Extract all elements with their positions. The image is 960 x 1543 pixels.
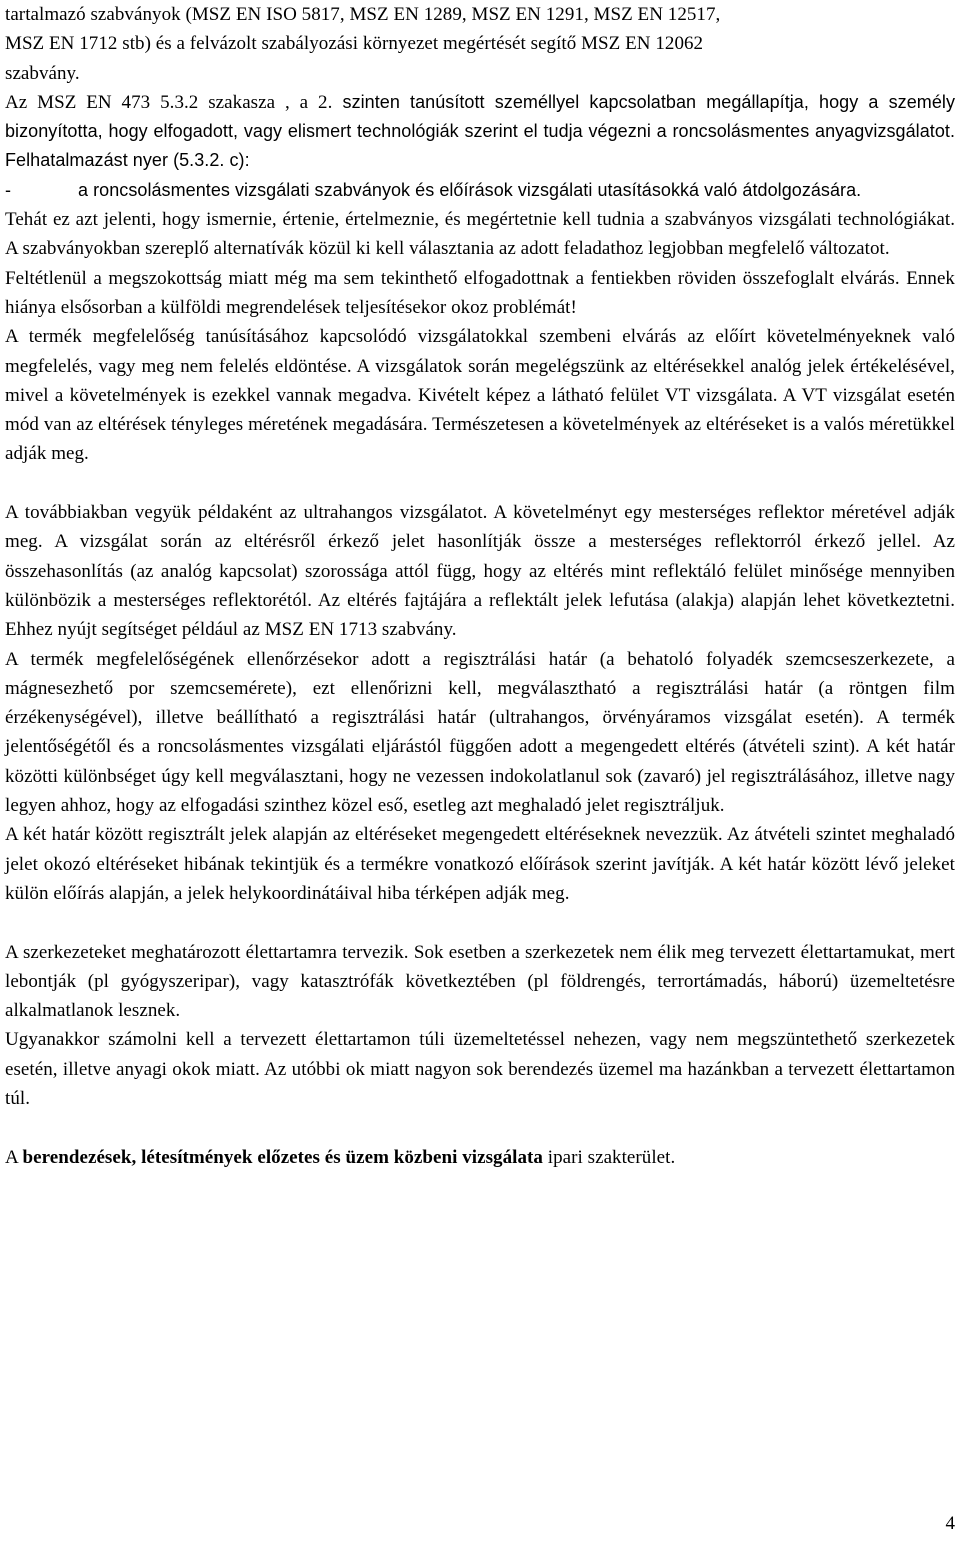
paragraph-closing [5,1143,955,1172]
text-run: Az MSZ EN 473 5.3.2 szakasza , a 2. [5,91,333,113]
text-run: szinten tanúsított személlyel kapcsolatban megállapítja, hogy a személy bizonyította, hogy elfogadott, vagy elismert technológiák szerint el tudja végezni a roncsolásmentes anyagvizsgálatot. Felhatalmazást nyer (5.3.2. c): [5,91,955,171]
paragraph-gap [5,908,955,937]
text-run: ipari szakterület. [542,1146,676,1168]
text-run: A [5,1146,23,1168]
bullet-dash: - [5,179,12,200]
paragraph: A két határ között regisztrált jelek alapján az eltéréseket megengedett eltéréseknek nevezzük. Az átvételi szintet meghaladó jelet okozó eltéréseket hibának tekintjük és a termékre vonatkozó előírások szerint javítják. A két határ között lévő jeleket külön előírás alapján, a jelek helykoordinátáival hiba térképen adják meg. [5,824,955,904]
bullet-item [5,176,955,205]
paragraph-standards-intro [5,0,955,88]
bold-phrase: berendezések, létesítmények előzetes és üzem közbeni vizsgálata [22,1146,543,1168]
paragraph: Ugyanakkor számolni kell a tervezett élettartamon túli üzemeltetéssel nehezen, vagy nem megszüntethető szerkezetek esetén, illetve anyagi okok miatt. Az utóbbi ok miatt nagyon sok berendezés üzemel ma hazánkban a tervezett élettartamon túl. [5,1029,955,1109]
text-line: MSZ EN 1712 stb) és a felvázolt szabályozási környezet megértését segítő MSZ EN 12062 [5,33,704,55]
paragraph-gap [5,469,955,498]
paragraph: Tehát ez azt jelenti, hogy ismernie, értenie, értelmeznie, és megértetnie kell tudnia a szabványos vizsgálati technológiákat. A szabványokban szereplő alternatívák közül ki kell választania az adott feladathoz legjobban megfelelő változatot. [5,209,955,260]
paragraph-gap [5,1113,955,1142]
paragraph: A szerkezeteket meghatározott élettartamra tervezik. Sok esetben a szerkezetek nem élik meg tervezett élettartamukat, mert lebontják (pl gyógyszeripar), vagy katasztrófák következtében (pl földrengés, terrortámadás, háború) üzemeltetésre alkalmatlanok lesznek. [5,941,955,1022]
paragraph-msz-en-473 [5,88,955,176]
paragraph: A továbbiakban vegyük példaként az ultrahangos vizsgálatot. A követelményt egy mesterséges reflektor méretével adják meg. A vizsgálat során az eltérésről érkező jelet hasonlítják össze a mesterséges reflektorról érkező jellel. Az összehasonlítás (az analóg kapcsolat) szorossága attól függ, hogy az eltérés mint reflektáló felület minősége mennyiben különbözik a mesterséges reflektorétól. Az eltérés fajtájára a reflektált jelek lefutása (alakja) alapján lehet következtetni. Ehhez nyújt segítséget például az MSZ EN 1713 szabvány. [5,502,955,641]
text-line: tartalmazó szabványok (MSZ EN ISO 5817, MSZ EN 1289, MSZ EN 1291, MSZ EN 12517, [5,4,721,25]
page-number: 4 [945,1513,955,1534]
bullet-text: a roncsolásmentes vizsgálati szabványok és előírások vizsgálati utasításokká való átdolgozására. [78,179,862,200]
paragraph: A termék megfelelőségének ellenőrzésekor adott a regisztrálási határ (a behatoló folyadék szemcseszerkezete, a mágnesezhető por szemcsemérete), ezt ellenőrizni kell, megválasztható a regisztrálási határ (a röntgen film érzékenységével), illetve beállítható a regisztrálási határ (ultrahangos, örvényáramos vizsgálat esetén). A termék jelentőségétől és a roncsolásmentes vizsgálati eljárástól függően adott a megengedett eltérés (átvételi szint). A két határ közötti különbséget úgy kell megválasztani, hogy ne vezessen indokolatlanul sok (zavaró) jel regisztrálásához, illetve nagy legyen ahhoz, hogy az elfogadási szinthez közel eső, esetleg azt meghaladó jelet regisztráljuk. [5,648,955,817]
paragraph: Feltétlenül a megszokottság miatt még ma sem tekinthető elfogadottnak a fentiekben röviden összefoglalt elvárás. Ennek hiánya elsősorban a külföldi megrendelések teljesítésekor okoz problémát! [5,267,955,318]
text-line: szabvány. [5,62,80,84]
paragraph: A termék megfelelőség tanúsításához kapcsolódó vizsgálatokkal szembeni elvárás az előírt követelményeknek való megfelelés, vagy meg nem felelés eldöntése. A vizsgálatok során megelégszünk az eltérésekkel analóg jelek értékelésével, mivel a követelmények is ezekkel vannak megadva. Kivételt képez a látható felület VT vizsgálata. A VT vizsgálat esetén mód van az eltérések tényleges méretének megadására. Természetesen a követelmények az eltéréseket is a valós méretükkel adják meg. [5,326,955,465]
document-page [5,0,955,1172]
